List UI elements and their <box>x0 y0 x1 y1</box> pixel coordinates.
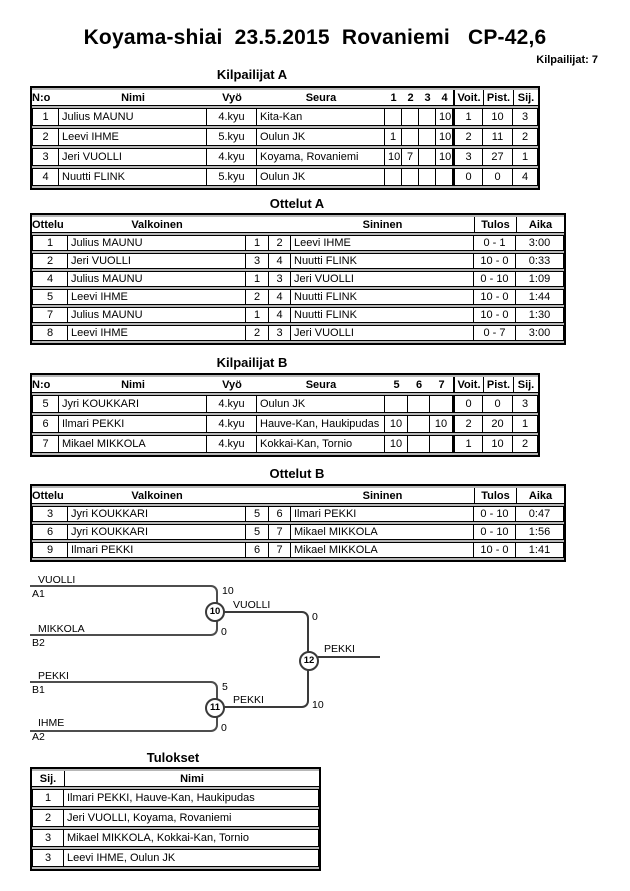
match-result: 10 - 0 <box>474 307 516 323</box>
competitor-wins: 2 <box>453 128 483 146</box>
competitor-points: 0 <box>483 168 513 186</box>
col-header-round-1: 1 <box>385 90 402 106</box>
competitor-belt: 4.kyu <box>207 148 257 166</box>
match-no: 8 <box>32 325 68 341</box>
blue-competitor: Ilmari PEKKI <box>291 506 474 522</box>
col-header-points: Pist. <box>483 377 513 393</box>
competitor-belt: 4.kyu <box>207 415 257 433</box>
white-competitor: Julius MAUNU <box>68 307 246 323</box>
competitor-place: 4 <box>513 168 538 186</box>
col-header-round-5: 5 <box>385 377 408 393</box>
competitor-place: 3 <box>513 395 538 413</box>
match-result: 0 - 1 <box>474 235 516 251</box>
white-no: 2 <box>246 289 269 305</box>
round-score: 10 <box>385 148 402 166</box>
competitor-club: Kita-Kan <box>257 108 385 126</box>
blue-competitor: Mikael MIKKOLA <box>291 524 474 540</box>
white-no: 6 <box>246 542 269 558</box>
white-competitor: Jeri VUOLLI <box>68 253 246 269</box>
col-header-blue: Sininen <box>291 488 474 504</box>
competitor-club: Oulun JK <box>257 128 385 146</box>
competitor-wins: 3 <box>453 148 483 166</box>
round-score: 10 <box>385 435 408 453</box>
competitor-wins: 1 <box>453 435 483 453</box>
competitor-club: Oulun JK <box>257 395 385 413</box>
page-title: Koyama-shiai 23.5.2015 Rovaniemi CP-42,6 <box>83 26 547 49</box>
competitor-place: 2 <box>513 435 538 453</box>
col-header-match: Ottelu <box>32 217 68 233</box>
match-result: 10 - 0 <box>474 542 516 558</box>
competitor-name: Julius MAUNU <box>59 108 207 126</box>
competitor-no: 3 <box>32 148 59 166</box>
competitor-name: Leevi IHME <box>59 128 207 146</box>
section-heading-competitors-a: Kilpailijat A <box>216 67 288 82</box>
table-row <box>32 849 319 867</box>
result-name: Ilmari PEKKI, Hauve-Kan, Haukipudas <box>64 789 319 807</box>
col-header-round-4: 4 <box>436 90 453 106</box>
blue-no: 7 <box>269 542 291 558</box>
col-header-name: Nimi <box>59 90 207 106</box>
competitors-count-label: Kilpailijat: 7 <box>536 54 598 66</box>
col-header-place: Sij. <box>32 771 64 787</box>
result-place: 2 <box>32 809 64 827</box>
col-header-result: Tulos <box>474 217 516 233</box>
bracket-score: 10 <box>312 699 324 711</box>
match-result: 0 - 7 <box>474 325 516 341</box>
result-place: 3 <box>32 829 64 847</box>
match-no: 4 <box>32 271 68 287</box>
white-competitor: Ilmari PEKKI <box>68 542 246 558</box>
competitor-points: 20 <box>483 415 513 433</box>
col-header-club: Seura <box>257 377 385 393</box>
competitor-points: 10 <box>483 435 513 453</box>
col-header-round-3: 3 <box>419 90 436 106</box>
bracket-score: 0 <box>312 611 318 623</box>
competitor-wins: 2 <box>453 415 483 433</box>
competitor-name: Mikael MIKKOLA <box>59 435 207 453</box>
competitor-no: 7 <box>32 435 59 453</box>
competitor-no: 2 <box>32 128 59 146</box>
competitor-place: 1 <box>513 148 538 166</box>
result-place: 1 <box>32 789 64 807</box>
match-result: 10 - 0 <box>474 253 516 269</box>
results-table <box>30 767 321 871</box>
blue-no: 3 <box>269 271 291 287</box>
competitor-belt: 5.kyu <box>207 168 257 186</box>
match-time: 1:09 <box>516 271 564 287</box>
blue-no: 4 <box>269 253 291 269</box>
white-no: 2 <box>246 325 269 341</box>
match-time: 1:41 <box>516 542 564 558</box>
bracket-winner-label: VUOLLI <box>233 599 271 611</box>
white-competitor: Julius MAUNU <box>68 271 246 287</box>
col-header-place: Sij. <box>513 377 538 393</box>
round-score: 10 <box>385 415 408 433</box>
section-heading-matches-a: Ottelut A <box>269 196 325 211</box>
result-name: Mikael MIKKOLA, Kokkai-Kan, Tornio <box>64 829 319 847</box>
match-time: 3:00 <box>516 235 564 251</box>
match-result: 0 - 10 <box>474 271 516 287</box>
white-competitor: Jyri KOUKKARI <box>68 524 246 540</box>
competitor-wins: 0 <box>453 168 483 186</box>
competitor-wins: 0 <box>453 395 483 413</box>
match-result: 10 - 0 <box>474 289 516 305</box>
bracket-seed-label: A1 <box>32 588 45 600</box>
blue-competitor: Nuutti FLINK <box>291 253 474 269</box>
col-header-name: Nimi <box>64 771 319 787</box>
col-header-time: Aika <box>516 217 564 233</box>
match-result: 0 - 10 <box>474 506 516 522</box>
competitor-club: Koyama, Rovaniemi <box>257 148 385 166</box>
section-heading-matches-b: Ottelut B <box>269 466 325 481</box>
white-no: 3 <box>246 253 269 269</box>
match-no: 7 <box>32 307 68 323</box>
white-no: 1 <box>246 307 269 323</box>
competitor-belt: 4.kyu <box>207 395 257 413</box>
col-header-belt: Vyö <box>207 377 257 393</box>
competitor-belt: 4.kyu <box>207 435 257 453</box>
blue-competitor: Nuutti FLINK <box>291 307 474 323</box>
match-no: 6 <box>32 524 68 540</box>
competitor-belt: 5.kyu <box>207 128 257 146</box>
match-no: 3 <box>32 506 68 522</box>
round-score: 10 <box>436 108 453 126</box>
round-score: 10 <box>436 128 453 146</box>
competitor-points: 0 <box>483 395 513 413</box>
col-header-club: Seura <box>257 90 385 106</box>
bracket-seed-label: B1 <box>32 684 45 696</box>
blue-no: 4 <box>269 289 291 305</box>
competitor-wins: 1 <box>453 108 483 126</box>
col-header-no: N:o <box>32 90 59 106</box>
bracket-score: 5 <box>222 681 228 693</box>
col-header-round-7: 7 <box>430 377 453 393</box>
col-header-wins: Voit. <box>453 377 483 393</box>
blue-no: 3 <box>269 325 291 341</box>
match-no: 5 <box>32 289 68 305</box>
competitor-name: Jyri KOUKKARI <box>59 395 207 413</box>
white-no: 5 <box>246 506 269 522</box>
white-competitor: Leevi IHME <box>68 289 246 305</box>
match-time: 1:44 <box>516 289 564 305</box>
col-header-no: N:o <box>32 377 59 393</box>
competitor-points: 27 <box>483 148 513 166</box>
bracket-competitor-label: VUOLLI <box>38 574 76 586</box>
col-header-wins: Voit. <box>453 90 483 106</box>
bracket-score: 0 <box>221 626 227 638</box>
blue-competitor: Jeri VUOLLI <box>291 325 474 341</box>
section-heading-competitors-b: Kilpailijat B <box>216 355 288 370</box>
round-score: 1 <box>385 128 402 146</box>
match-no: 2 <box>32 253 68 269</box>
bracket-competitor-label: MIKKOLA <box>38 623 85 635</box>
col-header-white: Valkoinen <box>68 217 246 233</box>
round-score: 10 <box>436 148 453 166</box>
col-header-time: Aika <box>516 488 564 504</box>
table-row <box>32 829 319 847</box>
white-no: 1 <box>246 271 269 287</box>
bracket-match-number: 11 <box>205 698 225 718</box>
white-competitor: Julius MAUNU <box>68 235 246 251</box>
table-row <box>32 809 319 827</box>
match-time: 1:30 <box>516 307 564 323</box>
bracket-competitor-label: PEKKI <box>38 670 69 682</box>
bracket-score: 0 <box>221 722 227 734</box>
section-heading-results: Tulokset <box>146 750 200 765</box>
col-header-place: Sij. <box>513 90 538 106</box>
col-header-round-6: 6 <box>408 377 430 393</box>
match-time: 0:47 <box>516 506 564 522</box>
competitor-no: 1 <box>32 108 59 126</box>
round-score: 10 <box>430 415 453 433</box>
col-header-blue: Sininen <box>291 217 474 233</box>
match-time: 3:00 <box>516 325 564 341</box>
match-no: 9 <box>32 542 68 558</box>
col-header-round-2: 2 <box>402 90 419 106</box>
bracket-seed-label: B2 <box>32 637 45 649</box>
bracket-score: 10 <box>222 585 234 597</box>
white-competitor: Jyri KOUKKARI <box>68 506 246 522</box>
col-header-belt: Vyö <box>207 90 257 106</box>
competitor-points: 11 <box>483 128 513 146</box>
bracket-champion-label: PEKKI <box>324 643 355 655</box>
col-header-white: Valkoinen <box>68 488 246 504</box>
white-no: 1 <box>246 235 269 251</box>
bracket-final-winner-line <box>318 656 380 658</box>
match-no: 1 <box>32 235 68 251</box>
competitor-place: 1 <box>513 415 538 433</box>
competitor-belt: 4.kyu <box>207 108 257 126</box>
match-time: 0:33 <box>516 253 564 269</box>
result-name: Leevi IHME, Oulun JK <box>64 849 319 867</box>
blue-competitor: Leevi IHME <box>291 235 474 251</box>
competitor-place: 3 <box>513 108 538 126</box>
blue-competitor: Mikael MIKKOLA <box>291 542 474 558</box>
blue-no: 7 <box>269 524 291 540</box>
match-time: 1:56 <box>516 524 564 540</box>
result-name: Jeri VUOLLI, Koyama, Rovaniemi <box>64 809 319 827</box>
competitor-name: Nuutti FLINK <box>59 168 207 186</box>
blue-competitor: Jeri VUOLLI <box>291 271 474 287</box>
bracket-final-match-number: 12 <box>299 651 319 671</box>
competitor-club: Kokkai-Kan, Tornio <box>257 435 385 453</box>
competitor-place: 2 <box>513 128 538 146</box>
table-row <box>32 789 319 807</box>
bracket-semi2-lines <box>30 681 218 732</box>
bracket-winner-label: PEKKI <box>233 694 264 706</box>
competitor-name: Ilmari PEKKI <box>59 415 207 433</box>
round-score: 7 <box>402 148 419 166</box>
blue-no: 2 <box>269 235 291 251</box>
competitor-no: 6 <box>32 415 59 433</box>
blue-no: 4 <box>269 307 291 323</box>
match-result: 0 - 10 <box>474 524 516 540</box>
competitor-name: Jeri VUOLLI <box>59 148 207 166</box>
bracket-match-number: 10 <box>205 602 225 622</box>
blue-no: 6 <box>269 506 291 522</box>
competitor-no: 5 <box>32 395 59 413</box>
col-header-result: Tulos <box>474 488 516 504</box>
bracket-semi1-lines <box>30 585 218 636</box>
col-header-match: Ottelu <box>32 488 68 504</box>
white-competitor: Leevi IHME <box>68 325 246 341</box>
competitor-points: 10 <box>483 108 513 126</box>
competitor-no: 4 <box>32 168 59 186</box>
competitor-club: Hauve-Kan, Haukipudas <box>257 415 385 433</box>
white-no: 5 <box>246 524 269 540</box>
bracket-semi1-winner-line <box>224 611 309 659</box>
table-header-row <box>32 771 319 787</box>
result-place: 3 <box>32 849 64 867</box>
bracket-competitor-label: IHME <box>38 717 65 729</box>
col-header-points: Pist. <box>483 90 513 106</box>
bracket-seed-label: A2 <box>32 731 45 743</box>
col-header-name: Nimi <box>59 377 207 393</box>
competitor-club: Oulun JK <box>257 168 385 186</box>
blue-competitor: Nuutti FLINK <box>291 289 474 305</box>
